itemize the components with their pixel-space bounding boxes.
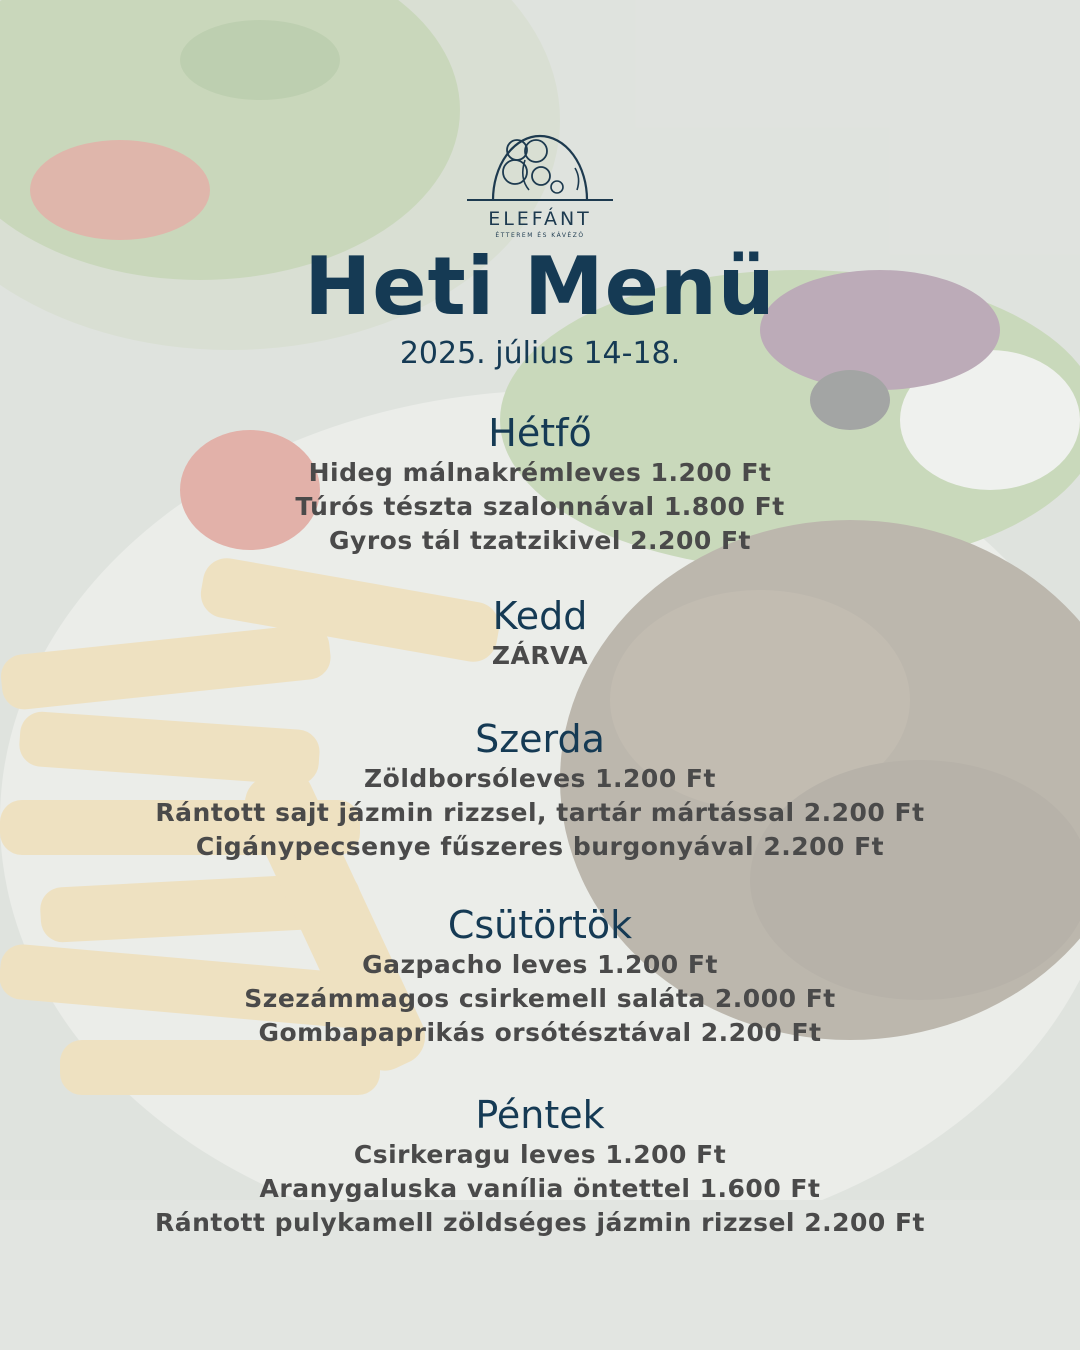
day-heading: Hétfő — [488, 411, 592, 455]
menu-item: Csirkeragu leves 1.200 Ft — [353, 1140, 727, 1169]
menu-item: Cigánypecsenye fűszeres burgonyával 2.200 Ft — [195, 832, 885, 861]
day-tuesday — [0, 593, 1080, 673]
day-thursday — [0, 902, 1080, 1050]
elefant-logo — [465, 130, 615, 245]
day-monday — [0, 410, 1080, 558]
menu-item: Rántott sajt jázmin rizzsel, tartár mártással 2.200 Ft — [155, 798, 925, 827]
menu-item: Zöldborsóleves 1.200 Ft — [364, 764, 716, 793]
menu-item: Hideg málnakrémleves 1.200 Ft — [308, 458, 772, 487]
menu-item: Gombapaprikás orsótésztával 2.200 Ft — [258, 1018, 822, 1047]
closed-notice: ZÁRVA — [491, 641, 589, 670]
day-heading: Csütörtök — [447, 903, 633, 947]
day-heading: Kedd — [492, 594, 588, 638]
menu-item: Rántott pulykamell zöldséges jázmin rizzsel 2.200 Ft — [154, 1208, 926, 1237]
logo-wordmark: ELEFÁNT — [488, 208, 592, 230]
menu-item: Aranygaluska vanília öntettel 1.600 Ft — [259, 1174, 821, 1203]
menu-item: Gazpacho leves 1.200 Ft — [362, 950, 718, 979]
menu-item: Gyros tál tzatzikivel 2.200 Ft — [329, 526, 751, 555]
menu-item: Szezámmagos csirkemell saláta 2.000 Ft — [244, 984, 836, 1013]
date-range: 2025. július 14-18. — [399, 336, 681, 371]
day-wednesday — [0, 716, 1080, 864]
day-heading: Péntek — [475, 1093, 605, 1137]
day-heading: Szerda — [475, 717, 605, 761]
day-friday — [0, 1092, 1080, 1240]
logo-tagline: ÉTTEREM ÉS KÁVÉZÓ — [495, 232, 585, 239]
page-title: Heti Menü — [304, 240, 776, 333]
elephant-logo-icon — [465, 130, 615, 220]
menu-item: Túrós tészta szalonnával 1.800 Ft — [295, 492, 785, 521]
